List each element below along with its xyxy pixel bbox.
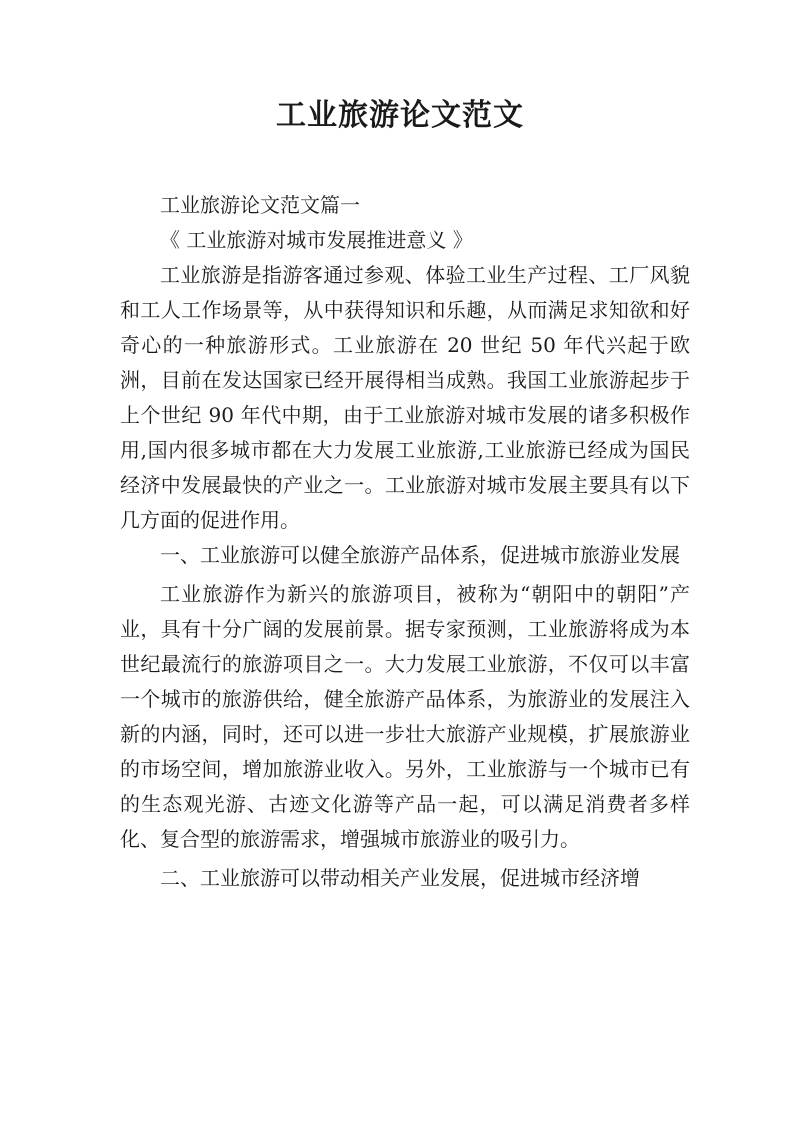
document-body	[120, 188, 690, 896]
article-title: 《 工业旅游对城市发展推进意义 》	[160, 228, 473, 252]
document-title: 工业旅游论文范文	[276, 98, 524, 133]
subsection-heading: 二、工业旅游可以带动相关产业发展，促进城市经济增	[160, 866, 640, 890]
body-paragraph: 工业旅游作为新兴的旅游项目，被称为“朝阳中的朝阳”产业，具有十分广阔的发展前景。据专家预测，工业旅游将成为本世纪最流行的旅游项目之一。大力发展工业旅游，不仅可以丰富一个城市的旅游供给，健全旅游产品体系，为旅游业的发展注入新的内涵，同时，还可以进一步壮大旅游产业规模，扩展旅游业的市场空间，增加旅游业收入。另外，工业旅游与一个城市已有的生态观光游、古迹文化游等产品一起，可以满足消费者多样化、复合型的旅游需求，增强城市旅游业的吸引力。	[120, 582, 690, 851]
section-heading: 工业旅游论文范文篇一	[160, 193, 360, 217]
body-paragraph: 工业旅游是指游客通过参观、体验工业生产过程、工厂风貌和工人工作场景等，从中获得知识和乐趣，从而满足求知欲和好奇心的一种旅游形式。工业旅游在 20 世纪 50 年代兴起于欧洲，目前在发达国家已经开展得相当成熟。我国工业旅游起步于上个世纪 90 年代中期，由于工业旅游对城市发展的诸多积极作用,国内很多城市都在大力发展工业旅游,工业旅游已经成为国民经济中发展最快的产业之一。工业旅游对城市发展主要具有以下几方面的促进作用。	[120, 263, 690, 532]
subsection-heading: 一、工业旅游可以健全旅游产品体系，促进城市旅游业发展	[160, 543, 680, 567]
